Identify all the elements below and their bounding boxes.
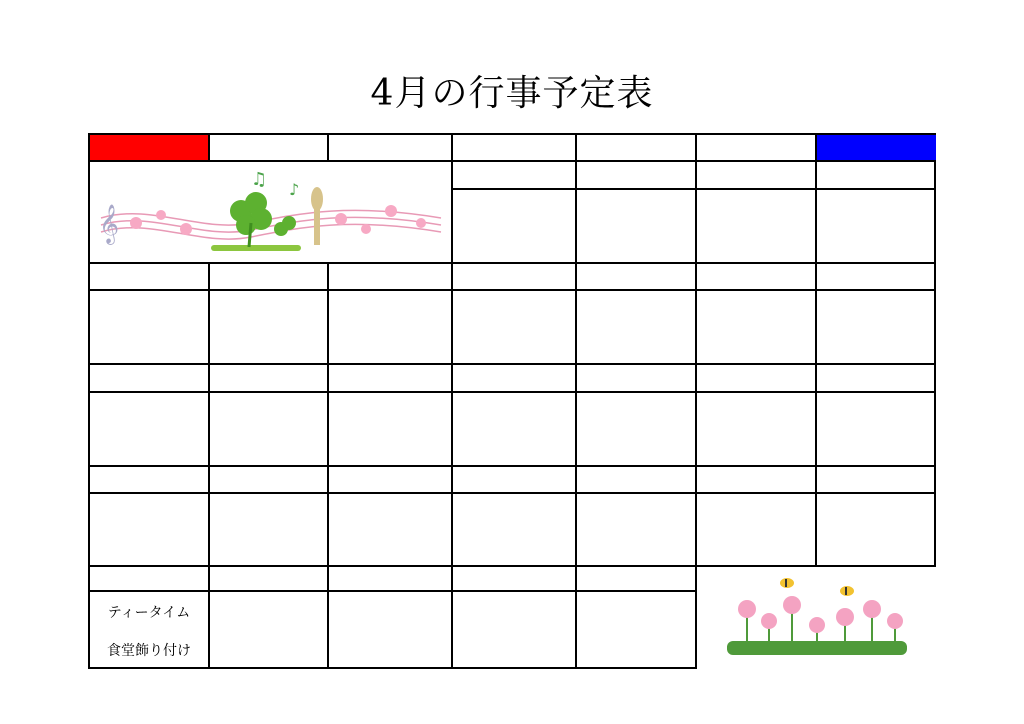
weekday-header xyxy=(329,135,453,162)
activity-cell xyxy=(697,190,817,264)
calendar-table xyxy=(88,133,936,669)
activity-cell xyxy=(329,393,453,467)
date-number xyxy=(577,567,697,592)
activity-cell xyxy=(577,291,697,365)
activity-cell xyxy=(90,291,210,365)
date-number xyxy=(329,567,453,592)
date-number xyxy=(697,264,817,291)
date-number xyxy=(210,365,329,393)
activity-cell xyxy=(453,291,577,365)
activity-cell xyxy=(817,393,936,467)
date-number xyxy=(90,365,210,393)
weekday-header xyxy=(817,135,936,162)
activity-cell xyxy=(697,494,817,567)
date-number xyxy=(90,567,210,592)
activity-cell xyxy=(453,494,577,567)
activity-line: ティータイム xyxy=(107,604,191,621)
date-number xyxy=(90,264,210,291)
date-number xyxy=(210,567,329,592)
date-number xyxy=(697,467,817,494)
date-number xyxy=(577,162,697,190)
date-number xyxy=(210,264,329,291)
cosmos-bees-icon xyxy=(717,571,917,665)
activity-cell xyxy=(210,592,329,669)
activity-cell xyxy=(210,291,329,365)
music-clover-icon xyxy=(91,163,451,261)
activity-cell xyxy=(577,494,697,567)
svg-text:♪: ♪ xyxy=(288,180,299,199)
date-number xyxy=(329,365,453,393)
date-number xyxy=(697,365,817,393)
date-number xyxy=(817,162,936,190)
weekday-header xyxy=(453,135,577,162)
activity-cell xyxy=(90,494,210,567)
activity-cell xyxy=(817,494,936,567)
date-number xyxy=(817,467,936,494)
svg-text:𝄞: 𝄞 xyxy=(98,204,119,244)
date-number xyxy=(453,264,577,291)
cosmos-bees-illustration xyxy=(697,567,936,669)
date-number xyxy=(453,365,577,393)
activity-cell xyxy=(329,592,453,669)
activity-cell xyxy=(90,592,210,669)
activity-line: 食堂飾り付け xyxy=(107,642,191,659)
svg-text:♫: ♫ xyxy=(250,169,267,190)
date-number xyxy=(577,467,697,494)
date-number xyxy=(329,264,453,291)
date-number xyxy=(453,567,577,592)
activity-cell xyxy=(453,393,577,467)
weekday-header xyxy=(210,135,329,162)
date-number xyxy=(697,162,817,190)
page-title: 4月の行事予定表 xyxy=(370,73,654,114)
weekday-header xyxy=(577,135,697,162)
music-clover-illustration xyxy=(90,162,453,264)
date-number xyxy=(577,365,697,393)
activity-cell xyxy=(577,190,697,264)
activity-cell xyxy=(329,291,453,365)
date-number xyxy=(329,467,453,494)
date-number xyxy=(90,467,210,494)
activity-cell xyxy=(329,494,453,567)
activity-cell xyxy=(577,393,697,467)
activity-cell xyxy=(90,393,210,467)
date-number xyxy=(577,264,697,291)
activity-cell xyxy=(697,291,817,365)
date-number xyxy=(210,467,329,494)
weekday-header xyxy=(697,135,817,162)
activity-cell xyxy=(453,592,577,669)
activity-cell xyxy=(697,393,817,467)
date-number xyxy=(817,365,936,393)
date-number xyxy=(453,467,577,494)
date-number xyxy=(453,162,577,190)
activity-cell xyxy=(210,494,329,567)
activity-cell xyxy=(210,393,329,467)
activity-cell xyxy=(817,291,936,365)
activity-cell xyxy=(817,190,936,264)
date-number xyxy=(817,264,936,291)
weekday-header xyxy=(90,135,210,162)
activity-cell xyxy=(453,190,577,264)
activity-cell xyxy=(577,592,697,669)
